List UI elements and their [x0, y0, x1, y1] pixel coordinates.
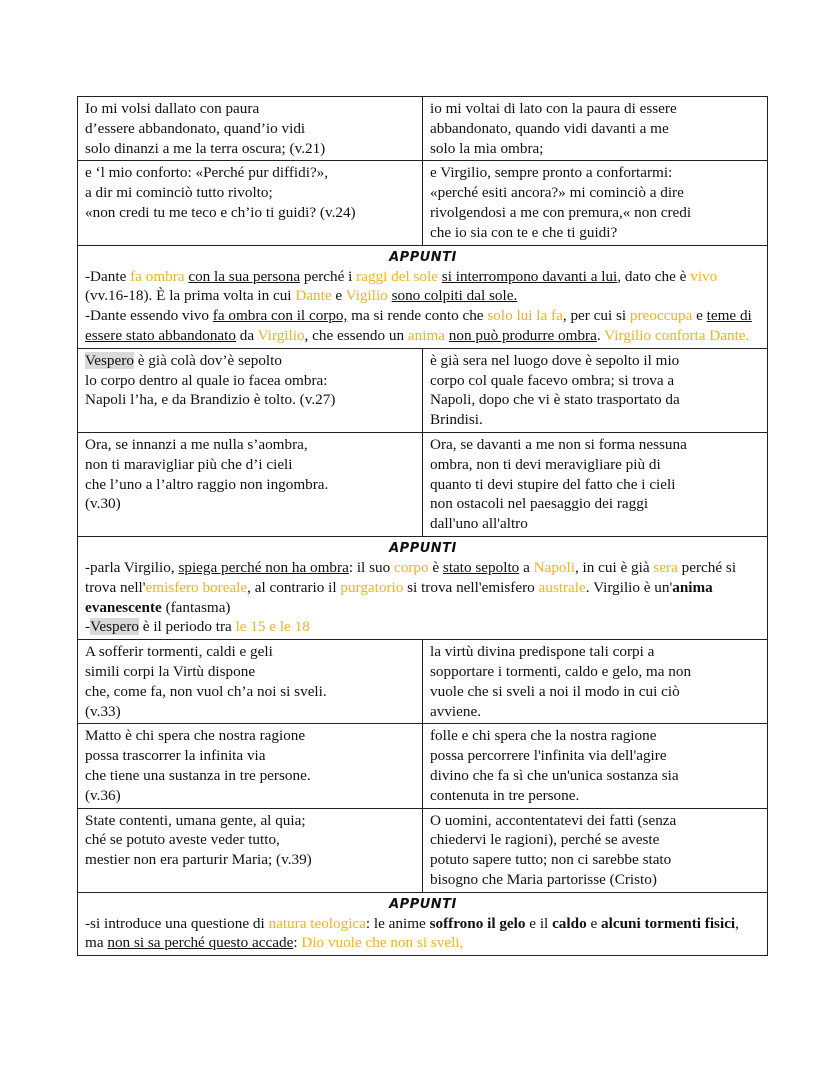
paraphrase-line: bisogno che Maria partorisse (Cristo) — [430, 870, 657, 888]
paraphrase-line: avviene. — [430, 702, 482, 720]
paraphrase-line: ombra, non ti devi meravigliare più di — [430, 455, 661, 473]
paraphrase-line: divino che fa sì che un'unica sostanza sia — [430, 766, 679, 784]
notes-paragraph: -Vespero è il periodo tra le 15 e le 18 — [85, 618, 310, 636]
paraphrase-line: rivolgendosi a me con premura,« non credi — [430, 203, 692, 221]
verse-line: e ‘l mio conforto: «Perché pur diffidi?», — [85, 164, 329, 182]
verse-line: Napoli l’ha, e da Brandizio è tolto. (v.27) — [85, 391, 336, 409]
paraphrase-line: Brindisi. — [430, 411, 483, 429]
original-verse-cell — [78, 432, 423, 536]
verse-row — [78, 97, 768, 161]
verse-line: (v.36) — [85, 786, 121, 804]
verse-line: Matto è chi spera che nostra ragione — [85, 727, 306, 745]
verse-line: lo corpo dentro al quale io facea ombra: — [85, 371, 328, 389]
original-verse-cell — [78, 97, 423, 161]
paraphrase-line: chiedervi le ragioni), perché se aveste — [430, 831, 660, 849]
paraphrase-line: che io sia con te e che ti guidi? — [430, 223, 618, 241]
paraphrase-line: Napoli, dopo che vi è stato trasportato da — [430, 391, 680, 409]
paraphrase-line: folle e chi spera che la nostra ragione — [430, 727, 657, 745]
verse-line: non ti maravigliar più che d’i cieli — [85, 455, 293, 473]
paraphrase-line: corpo col quale facevo ombra; si trova a — [430, 371, 675, 389]
verse-line: che, come fa, non vuol ch’a noi si sveli. — [85, 682, 327, 700]
original-verse-cell — [78, 808, 423, 892]
paraphrase-line: solo la mia ombra; — [430, 139, 544, 157]
verse-line: (v.30) — [85, 495, 121, 513]
verse-line: solo dinanzi a me la terra oscura; (v.21) — [85, 139, 326, 157]
verse-line: Ora, se innanzi a me nulla s’aombra, — [85, 435, 308, 453]
paraphrase-line: dall'uno all'altro — [430, 515, 528, 533]
verse-row — [78, 640, 768, 724]
notes-paragraph: -si introduce una questione di natura teologica: le anime soffrono il gelo e il caldo e alcuni tormenti fisici, ma non si sa perché questo accade: Dio vuole che non si sveli, — [85, 914, 739, 952]
verse-line: ché se potuto aveste veder tutto, — [85, 831, 280, 849]
original-verse-cell — [78, 724, 423, 808]
verse-line: Vespero è già colà dov’è sepolto — [85, 351, 282, 369]
verse-line: che l’uno a l’altro raggio non ingombra. — [85, 475, 329, 493]
verse-line: (v.33) — [85, 702, 121, 720]
notes-row — [78, 892, 768, 956]
notes-cell — [78, 892, 768, 956]
verse-line: che tiene una sustanza in tre persone. — [85, 766, 311, 784]
paraphrase-line: la virtù divina predispone tali corpi a — [430, 643, 655, 661]
verse-line: mestier non era parturir Maria; (v.39) — [85, 851, 312, 869]
verse-line: simili corpi la Virtù dispone — [85, 662, 256, 680]
verse-line: «non credi tu me teco e ch’io ti guidi? (v.24) — [85, 203, 356, 221]
paraphrase-cell — [423, 348, 768, 432]
paraphrase-cell — [423, 640, 768, 724]
paraphrase-cell — [423, 724, 768, 808]
highlighted-word: Vespero — [85, 351, 134, 369]
original-verse-cell — [78, 161, 423, 245]
verse-line: a dir mi cominciò tutto rivolto; — [85, 184, 273, 202]
paraphrase-line: è già sera nel luogo dove è sepolto il mio — [430, 351, 680, 369]
verse-row — [78, 161, 768, 245]
paraphrase-line: io mi voltai di lato con la paura di essere — [430, 100, 677, 117]
paraphrase-cell — [423, 808, 768, 892]
notes-cell — [78, 536, 768, 639]
verse-line: State contenti, umana gente, al quia; — [85, 811, 306, 829]
verse-row — [78, 808, 768, 892]
paraphrase-line: contenuta in tre persone. — [430, 786, 580, 804]
verse-line: possa trascorrer la infinita via — [85, 747, 266, 765]
verse-row — [78, 724, 768, 808]
notes-paragraph: -Dante fa ombra con la sua persona perché i raggi del sole si interrompono davanti a lui, dato che è vivo (vv.16-18). È la prima volta in cui Dante e Vigilio sono colpiti dal sole. — [85, 267, 718, 305]
paraphrase-cell — [423, 161, 768, 245]
paraphrase-line: quanto ti devi stupire del fatto che i cieli — [430, 475, 676, 493]
paraphrase-line: e Virgilio, sempre pronto a confortarmi: — [430, 164, 673, 182]
paraphrase-line: O uomini, accontentatevi dei fatti (senza — [430, 811, 677, 829]
original-verse-cell — [78, 640, 423, 724]
notes-row — [78, 536, 768, 639]
notes-paragraph: -parla Virgilio, spiega perché non ha ombra: il suo corpo è stato sepolto a Napoli, in cui è già sera perché si trova nell'emisfero boreale, al contrario il purgatorio si trova nell'emisfero australe. Virgilio è un'anima evanescente (fantasma) — [85, 558, 737, 616]
verse-line: Io mi volsi dallato con paura — [85, 100, 260, 117]
paraphrase-line: abbandonato, quando vidi davanti a me — [430, 119, 669, 137]
verse-row — [78, 432, 768, 536]
paraphrase-cell — [423, 432, 768, 536]
paraphrase-line: vuole che si sveli a noi il modo in cui ciò — [430, 682, 680, 700]
notes-cell — [78, 245, 768, 348]
paraphrase-line: potuto sapere tutto; non ci sarebbe stato — [430, 851, 672, 869]
paraphrase-line: Ora, se davanti a me non si forma nessuna — [430, 435, 687, 453]
notes-paragraph: -Dante essendo vivo fa ombra con il corpo, ma si rende conto che solo lui la fa, per cui si preoccupa e teme di essere stato abbandonato da Virgilio, che essendo un anima non può produrre ombra. Virgilio conforta Dante. — [85, 307, 752, 344]
document-page — [77, 96, 754, 956]
verse-row — [78, 348, 768, 432]
verse-line: d’essere abbandonato, quand’io vidi — [85, 119, 306, 137]
paraphrase-line: non ostacoli nel paesaggio dei raggi — [430, 495, 649, 513]
paraphrase-cell — [423, 97, 768, 161]
original-verse-cell — [78, 348, 423, 432]
paraphrase-line: «perché esiti ancora?» mi cominciò a dire — [430, 184, 684, 202]
notes-heading: APPUNTI — [389, 249, 457, 265]
paraphrase-line: possa percorrere l'infinita via dell'agire — [430, 747, 667, 765]
notes-row — [78, 245, 768, 348]
notes-heading: APPUNTI — [389, 896, 457, 912]
verse-table — [77, 96, 768, 956]
notes-heading: APPUNTI — [389, 540, 457, 556]
paraphrase-line: sopportare i tormenti, caldo e gelo, ma non — [430, 662, 692, 680]
verse-line: A sofferir tormenti, caldi e geli — [85, 643, 273, 661]
